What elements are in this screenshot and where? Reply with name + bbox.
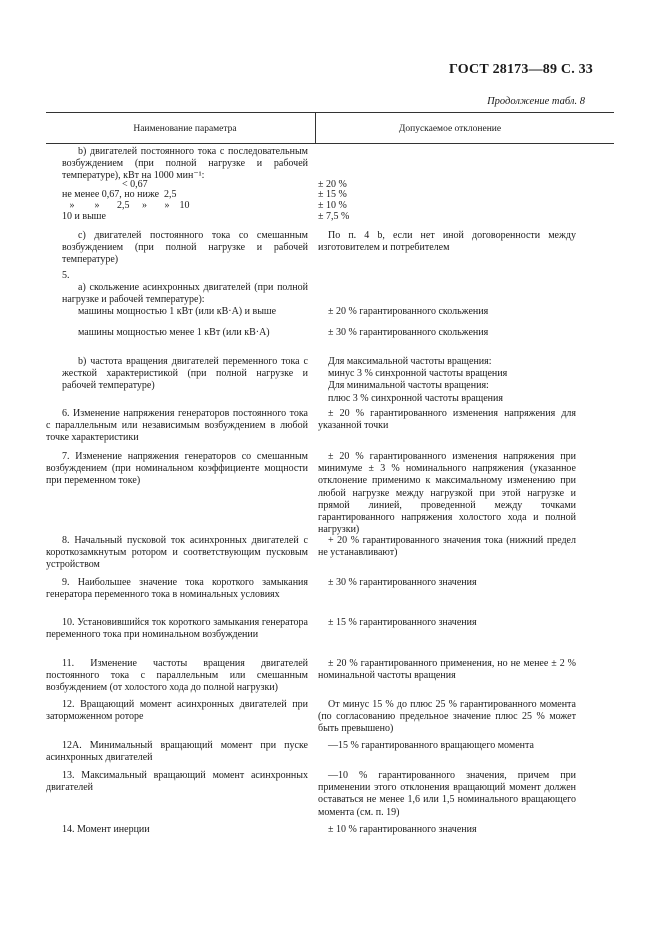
row-13-name: 13. Максимальный вращающий момент асинхронных двигателей: [46, 770, 308, 794]
column-header-name: Наименование параметра: [133, 124, 237, 134]
row-10-name: 10. Установившийся ток короткого замыкания генератора переменного тока при номинальном возбуждении: [46, 617, 308, 641]
row-4b-tol-1: ± 15 %: [318, 189, 347, 200]
row-5a-name: a) скольжение асинхронных двигателей (при полной нагрузке и рабочей температуре):: [62, 282, 308, 306]
table-header-rule: [46, 143, 614, 144]
row-5a2-name: машины мощностью менее 1 кВт (или кВ·А): [78, 327, 270, 338]
row-11-tolerance: ± 20 % гарантированного применения, но не менее ± 2 % номинальной частоты вращения: [318, 658, 576, 682]
row-4b-name: b) двигателей постоянного тока с последовательным возбуждением (при полной нагрузке и рабочей температуре), кВт на 1000 мин⁻¹:: [62, 146, 308, 182]
row-8-name: 8. Начальный пусковой ток асинхронных двигателей с короткозамкнутым ротором и соответствующим пусковым устройством: [46, 535, 308, 571]
row-13-tolerance: —10 % гарантированного значения, причем при применении этого отклонения вращающий момент должен оставаться не менее 1,6 или 1,5 номинального вращающего момента (см. п. 19): [318, 770, 576, 818]
row-4b-sub-1: не менее 0,67, но ниже 2,5: [62, 189, 177, 200]
row-12a-name: 12А. Минимальный вращающий момент при пуске асинхронных двигателей: [46, 740, 308, 764]
row-9-name: 9. Наибольшее значение тока короткого замыкания генератора переменного тока в номинальных условиях: [46, 577, 308, 601]
row-6-tolerance: ± 20 % гарантированного изменения напряжения для указанной точки: [318, 408, 576, 432]
row-12-tolerance: От минус 15 % до плюс 25 % гарантированного момента (по согласованию предельное значение плюс 25 % может быть превышено): [318, 699, 576, 735]
row-5a2-tolerance: ± 30 % гарантированного скольжения: [328, 327, 489, 338]
row-5-number: 5.: [62, 270, 70, 281]
row-8-tolerance: + 20 % гарантированного значения тока (нижний предел не устанавливают): [318, 535, 576, 559]
row-5a1-tolerance: ± 20 % гарантированного скольжения: [328, 306, 489, 317]
row-4b-sub-3: 10 и выше: [62, 211, 106, 222]
row-4b-tol-3: ± 7,5 %: [318, 211, 350, 222]
row-10-tolerance: ± 15 % гарантированного значения: [328, 617, 477, 628]
column-header-tolerance: Допускаемое отклонение: [398, 124, 502, 134]
row-4c-name: c) двигателей постоянного тока со смешанным возбуждением (при полной нагрузке и рабочей температуре): [62, 230, 308, 266]
row-5a1-name: машины мощностью 1 кВт (или кВ·А) и выше: [78, 306, 277, 317]
row-4b-sub-0: < 0,67: [62, 179, 148, 190]
table-continuation-note: Продолжение табл. 8: [487, 96, 585, 107]
column-divider: [315, 112, 316, 144]
row-5b-name: b) частота вращения двигателей переменного тока с жесткой характеристикой (при полной нагрузке и рабочей температуре): [62, 356, 308, 392]
row-14-tolerance: ± 10 % гарантированного значения: [328, 824, 477, 835]
page-header: ГОСТ 28173—89 С. 33: [449, 62, 593, 77]
row-4b-sub-2: » » 2,5 » » 10: [62, 200, 190, 211]
row-11-name: 11. Изменение частоты вращения двигателей постоянного тока с параллельным или смешанным возбуждением (от холостого хода до полной нагрузки): [46, 658, 308, 694]
row-5b-tolerance: Для максимальной частоты вращения: минус 3 % синхронной частоты вращения Для минимальной частоты вращения: плюс 3 % синхронной частоты вращения: [328, 356, 508, 404]
row-14-name: 14. Момент инерции: [62, 824, 150, 835]
row-4b-tol-0: ± 20 %: [318, 179, 347, 190]
row-12a-tolerance: —15 % гарантированного вращающего момента: [328, 740, 534, 751]
table-top-rule: [46, 112, 614, 113]
row-12-name: 12. Вращающий момент асинхронных двигателей при заторможенном роторе: [46, 699, 308, 723]
row-7-tolerance: ± 20 % гарантированного изменения напряжения при минимуме ± 3 % номинального напряжения (указанное отклонение применимо к максимальному изменению при любой нагрузке между нагрузкой при этой нагрузке и прямой линией, проведенной между точками гарантированного напряжения холостого хода и полной нагрузки): [318, 451, 576, 536]
row-4b-tol-2: ± 10 %: [318, 200, 347, 211]
row-6-name: 6. Изменение напряжения генераторов постоянного тока с параллельным или независимым возбуждением в любой точке характеристики: [46, 408, 308, 444]
row-9-tolerance: ± 30 % гарантированного значения: [328, 577, 477, 588]
row-4c-tolerance: По п. 4 b, если нет иной договоренности между изготовителем и потребителем: [318, 230, 576, 254]
row-7-name: 7. Изменение напряжения генераторов со смешанным возбуждением (при номинальном коэффициенте мощности при переменном токе): [46, 451, 308, 487]
